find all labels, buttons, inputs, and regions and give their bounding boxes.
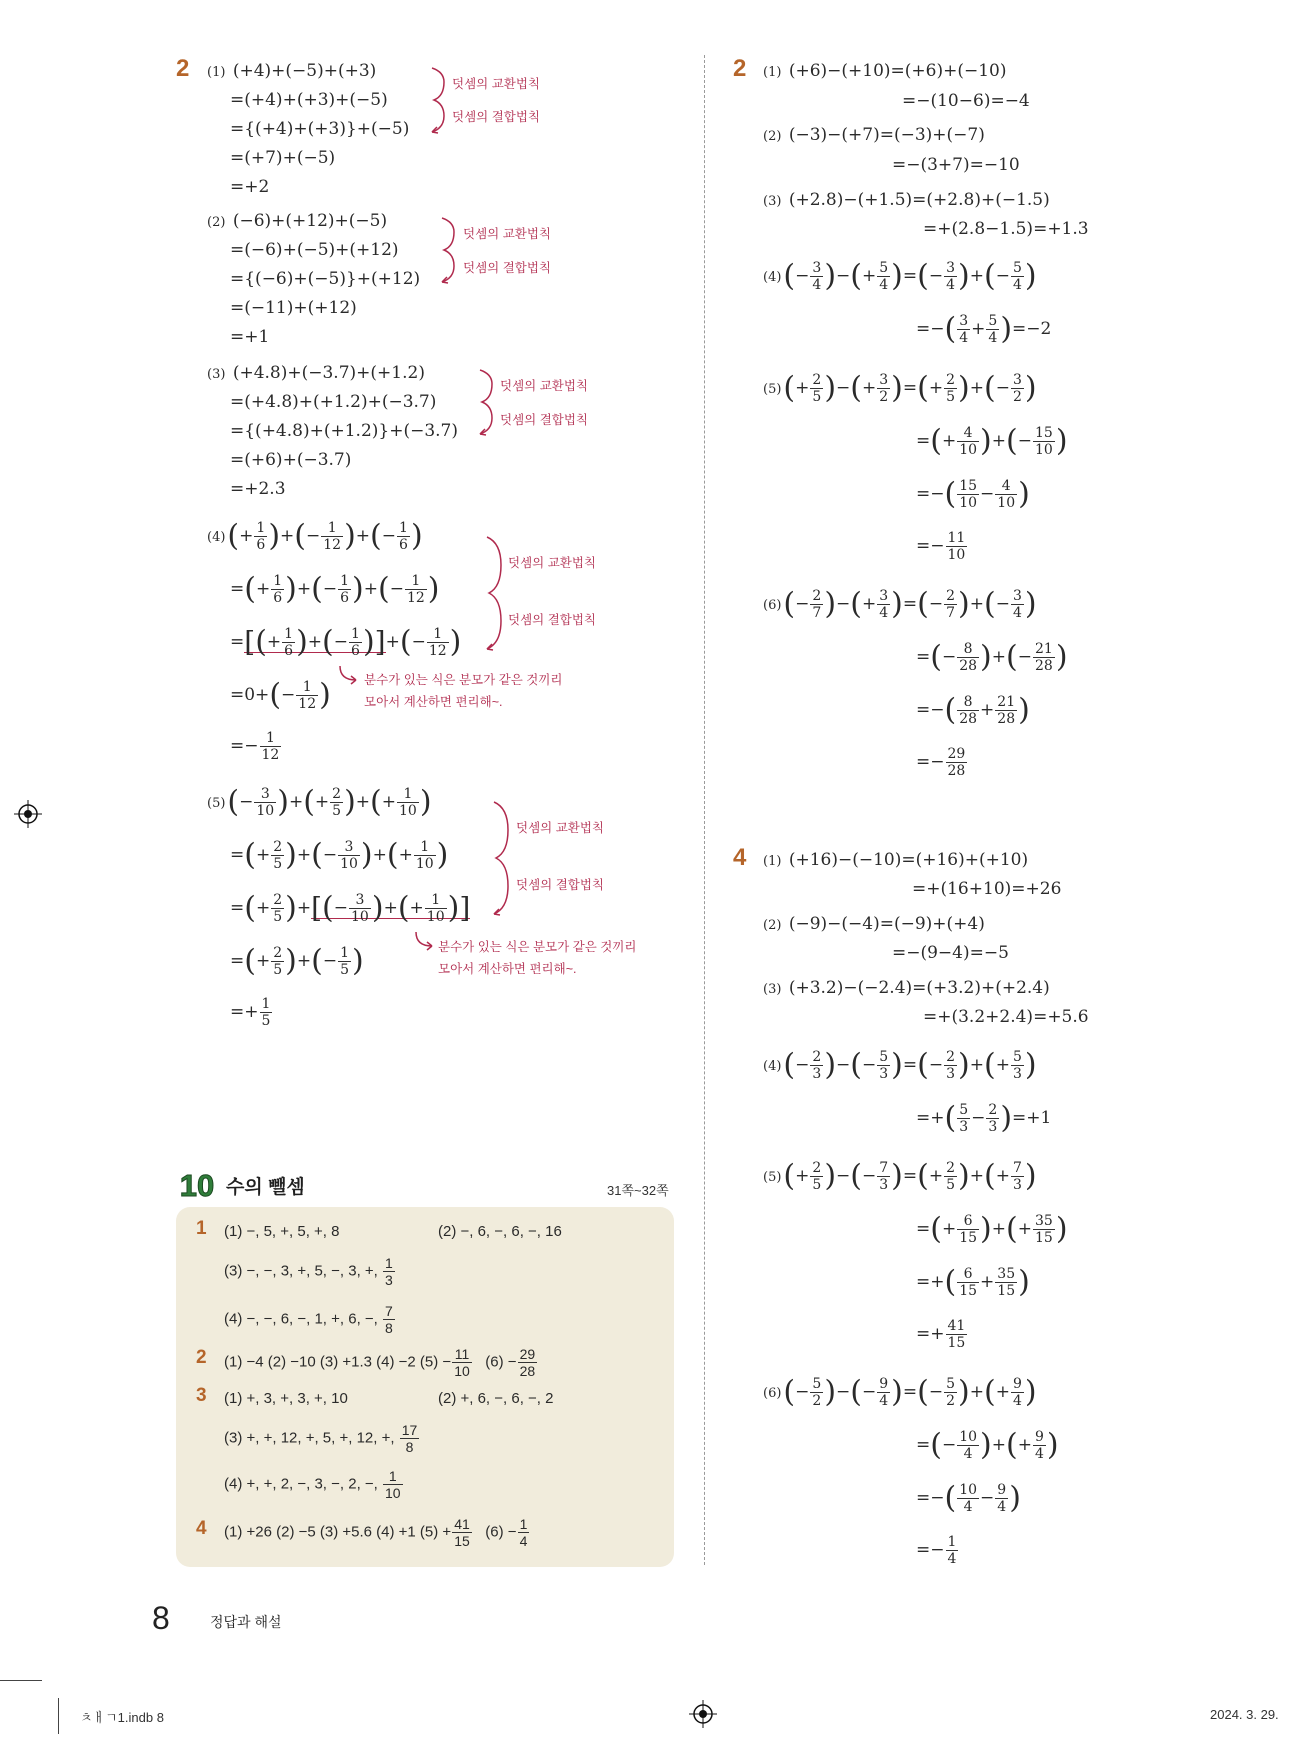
answer-1-4: (4) −, −, 6, −, 1, +, 6, −, $\frac{7}{8}$: [224, 1303, 393, 1336]
l-p3-line1: =(+4.8)+(+1.2)+(−3.7): [230, 392, 437, 412]
r2-p1-line0: (1) (+6)−(+10)=(+6)+(−10): [763, 61, 1007, 81]
section-badge: [178, 1166, 218, 1210]
r2-p6-line1: =(− $\frac{8}{28}$ )+(− $\frac{21}{28}$ ): [916, 639, 1068, 675]
r4-p5-line1: =(+ $\frac{6}{15}$ )+(+ $\frac{35}{15}$ ): [916, 1211, 1068, 1247]
brace-annotation: [440, 216, 462, 286]
section-pages: 31쪽~32쪽: [607, 1183, 669, 1198]
column-divider: [704, 55, 705, 1565]
problem-number: 2: [176, 55, 190, 82]
note-associative: 덧셈의 결합법칙: [508, 613, 596, 627]
crop-mark: [0, 1680, 42, 1681]
r2-p6-line3: =− $\frac{29}{28}$: [916, 746, 966, 779]
r2-p2-line1: =−(3+7)=−10: [892, 155, 1020, 175]
l-p4-line2: =[(+ $\frac{1}{6}$ )+(− $\frac{1}{6}$ )]+(− $\frac{1}{12}$ ): [230, 624, 462, 660]
l-p1-line3: =(+7)+(−5): [230, 148, 336, 168]
l-p4-line0: (4)(+ $\frac{1}{6}$ )+(− $\frac{1}{12}$ )+(− $\frac{1}{6}$ ): [207, 518, 423, 554]
r4-p3-line1: =+(3.2+2.4)=+5.6: [923, 1007, 1089, 1027]
note-fraction-tip-2: 모아서 계산하면 편리해~.: [364, 695, 503, 709]
r2-p3-line1: =+(2.8−1.5)=+1.3: [923, 219, 1089, 239]
brace-annotation: [478, 368, 500, 438]
answer-number: 3: [196, 1385, 207, 1406]
r2-p4-line1: =−( $\frac{3}{4}$ + $\frac{5}{4}$ )=−2: [916, 311, 1052, 347]
crop-mark: [58, 1698, 59, 1734]
r4-p5-line3: =+ $\frac{41}{15}$: [916, 1318, 966, 1351]
l-p4-line3: =0+(− $\frac{1}{12}$ ): [230, 677, 331, 713]
l-p2-line3: =(−11)+(+12): [230, 298, 357, 318]
answer-2: (1) −4 (2) −10 (3) +1.3 (4) −2 (5) − $\frac{11}{10}$ (6) − $\frac{29}{28}$: [224, 1346, 536, 1379]
r4-p6-line3: =− $\frac{1}{4}$: [916, 1534, 957, 1567]
l-p1-line1: =(+4)+(+3)+(−5): [230, 90, 388, 110]
section-title: 수의 뺄셈: [226, 1177, 305, 1198]
print-file-info: ㅊㅐㄱ1.indb 8: [80, 1710, 164, 1725]
l-p1-line4: =+2: [230, 177, 270, 197]
brace-annotation: [430, 66, 452, 136]
r2-p3-line0: (3) (+2.8)−(+1.5)=(+2.8)+(−1.5): [763, 190, 1050, 210]
answer-number: 4: [196, 1518, 207, 1539]
l-p4-line1: =(+ $\frac{1}{6}$ )+(− $\frac{1}{6}$ )+(− $\frac{1}{12}$ ): [230, 571, 440, 607]
page-number: 8: [152, 1600, 170, 1636]
r2-p1-line1: =−(10−6)=−4: [902, 91, 1030, 111]
problem-number: 4: [733, 844, 747, 871]
r2-p6-line0: (6)(− $\frac{2}{7}$ )−(+ $\frac{3}{4}$ )=(− $\frac{2}{7}$ )+(− $\frac{3}{4}$ ): [763, 586, 1037, 622]
r2-p5-line0: (5)(+ $\frac{2}{5}$ )−(+ $\frac{3}{2}$ )=(+ $\frac{2}{5}$ )+(− $\frac{3}{2}$ ): [763, 370, 1037, 406]
r4-p2-line1: =−(9−4)=−5: [892, 943, 1009, 963]
r2-p2-line0: (2) (−3)−(+7)=(−3)+(−7): [763, 125, 985, 145]
answer-3-1: (1) +, 3, +, 3, +, 10: [224, 1390, 348, 1407]
r2-p6-line2: =−( $\frac{8}{28}$ + $\frac{21}{28}$ ): [916, 692, 1030, 728]
r4-p4-line0: (4)(− $\frac{2}{3}$ )−(− $\frac{5}{3}$ )=(− $\frac{2}{3}$ )+(+ $\frac{5}{3}$ ): [763, 1047, 1037, 1083]
l-p1-line0: (1) (+4)+(−5)+(+3): [207, 61, 377, 81]
l-p3-line4: =+2.3: [230, 479, 286, 499]
note-commutative: 덧셈의 교환법칙: [463, 227, 551, 241]
l-p5-line3: =(+ $\frac{2}{5}$ )+(− $\frac{1}{5}$ ): [230, 943, 364, 979]
r4-p6-line0: (6)(− $\frac{5}{2}$ )−(− $\frac{9}{4}$ )=(− $\frac{5}{2}$ )+(+ $\frac{9}{4}$ ): [763, 1374, 1037, 1410]
answer-3-3: (3) +, +, 12, +, 5, +, 12, +, $\frac{17}{8}$: [224, 1422, 418, 1455]
answer-1-2: (2) −, 6, −, 6, −, 16: [438, 1223, 562, 1240]
print-date: 2024. 3. 29.: [1210, 1707, 1279, 1722]
note-associative: 덧셈의 결합법칙: [452, 110, 540, 124]
section-number-badge: [178, 1166, 218, 1206]
l-p2-line2: ={(−6)+(−5)}+(+12): [230, 269, 421, 289]
l-p2-line1: =(−6)+(−5)+(+12): [230, 240, 399, 260]
r2-p5-line2: =−( $\frac{15}{10}$ − $\frac{4}{10}$ ): [916, 476, 1030, 512]
note-commutative: 덧셈의 교환법칙: [500, 379, 588, 393]
r4-p3-line0: (3) (+3.2)−(−2.4)=(+3.2)+(+2.4): [763, 978, 1050, 998]
l-p1-line2: ={(+4)+(+3)}+(−5): [230, 119, 410, 139]
l-p5-line4: =+ $\frac{1}{5}$: [230, 996, 271, 1029]
r4-p2-line0: (2) (−9)−(−4)=(−9)+(+4): [763, 914, 985, 934]
r4-p5-line0: (5)(+ $\frac{2}{5}$ )−(− $\frac{7}{3}$ )=(+ $\frac{2}{5}$ )+(+ $\frac{7}{3}$ ): [763, 1158, 1037, 1194]
r2-p4-line0: (4)(− $\frac{3}{4}$ )−(+ $\frac{5}{4}$ )=(− $\frac{3}{4}$ )+(− $\frac{5}{4}$ ): [763, 258, 1037, 294]
problem-number: 2: [733, 55, 747, 82]
answer-3-4: (4) +, +, 2, −, 3, −, 2, −, $\frac{1}{10}$: [224, 1468, 401, 1501]
arrow-icon: [338, 664, 362, 688]
l-p3-line2: ={(+4.8)+(+1.2)}+(−3.7): [230, 421, 458, 441]
note-associative: 덧셈의 결합법칙: [500, 413, 588, 427]
r2-p5-line3: =− $\frac{11}{10}$: [916, 530, 966, 563]
note-associative: 덧셈의 결합법칙: [463, 261, 551, 275]
l-p4-line4: =− $\frac{1}{12}$: [230, 730, 280, 763]
r4-p6-line2: =−( $\frac{10}{4}$ − $\frac{9}{4}$ ): [916, 1480, 1021, 1516]
r4-p1-line1: =+(16+10)=+26: [912, 879, 1062, 899]
note-commutative: 덧셈의 교환법칙: [452, 77, 540, 91]
note-commutative: 덧셈의 교환법칙: [508, 556, 596, 570]
l-p3-line3: =(+6)+(−3.7): [230, 450, 352, 470]
brace-annotation: [492, 800, 514, 920]
r4-p4-line1: =+( $\frac{5}{3}$ − $\frac{2}{3}$ )=+1: [916, 1100, 1052, 1136]
answer-3-2: (2) +, 6, −, 6, −, 2: [438, 1390, 554, 1407]
answer-4: (1) +26 (2) −5 (3) +5.6 (4) +1 (5) + $\frac{41}{15}$ (6) − $\frac{1}{4}$: [224, 1516, 528, 1549]
answer-number: 2: [196, 1347, 207, 1368]
answer-number: 1: [196, 1218, 207, 1239]
l-p2-line0: (2) (−6)+(+12)+(−5): [207, 211, 388, 231]
arrow-icon: [414, 930, 438, 954]
answer-1-3: (3) −, −, 3, +, 5, −, 3, +, $\frac{1}{3}$: [224, 1255, 393, 1288]
r2-p5-line1: =(+ $\frac{4}{10}$ )+(− $\frac{15}{10}$ ): [916, 423, 1068, 459]
note-fraction-tip-2: 모아서 계산하면 편리해~.: [438, 962, 577, 976]
r4-p1-line0: (1) (+16)−(−10)=(+16)+(+10): [763, 850, 1029, 870]
l-p5-line0: (5)(− $\frac{3}{10}$ )+(+ $\frac{2}{5}$ )+(+ $\frac{1}{10}$ ): [207, 784, 432, 820]
answer-1-1: (1) −, 5, +, 5, +, 8: [224, 1223, 340, 1240]
note-associative: 덧셈의 결합법칙: [516, 878, 604, 892]
l-p2-line4: =+1: [230, 327, 270, 347]
r4-p6-line1: =(− $\frac{10}{4}$ )+(+ $\frac{9}{4}$ ): [916, 1427, 1059, 1463]
footer-title: 정답과 해설: [210, 1614, 282, 1630]
l-p5-line2: =(+ $\frac{2}{5}$ )+[(− $\frac{3}{10}$ )+(+ $\frac{1}{10}$ )]: [230, 890, 471, 926]
registration-mark-icon: [14, 800, 42, 828]
l-p3-line0: (3) (+4.8)+(−3.7)+(+1.2): [207, 363, 425, 383]
note-fraction-tip-1: 분수가 있는 식은 분모가 같은 것끼리: [438, 940, 637, 954]
svg-text:10: 10: [179, 1168, 215, 1203]
r4-p5-line2: =+( $\frac{6}{15}$ + $\frac{35}{15}$ ): [916, 1264, 1030, 1300]
brace-annotation: [485, 535, 507, 655]
note-commutative: 덧셈의 교환법칙: [516, 821, 604, 835]
registration-mark-icon: [689, 1700, 717, 1728]
l-p5-line1: =(+ $\frac{2}{5}$ )+(− $\frac{3}{10}$ )+(+ $\frac{1}{10}$ ): [230, 837, 449, 873]
note-fraction-tip-1: 분수가 있는 식은 분모가 같은 것끼리: [364, 673, 563, 687]
